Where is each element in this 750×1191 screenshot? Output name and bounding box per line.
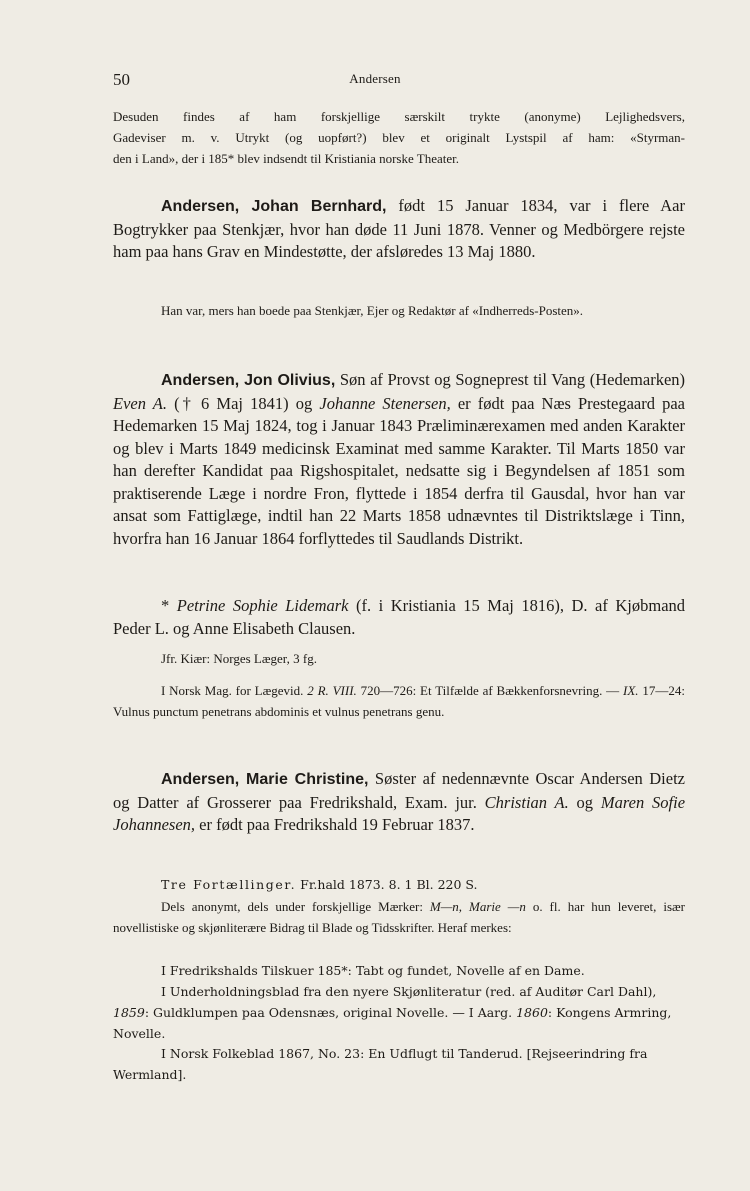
publication-1: I Fredrikshalds Tilskuer 185*: Tabt og fundet, Novelle af en Dame. — [161, 963, 585, 978]
pub-text: 17—24: Vulnus punctum penetrans abdominis et vulnus penetrans genu. — [113, 683, 685, 719]
entry-text: († 6 Maj 1841) og — [167, 393, 320, 413]
mother-name: Johanne Stenersen, — [319, 393, 451, 413]
spouse-text: (f. i Kristiania 15 Maj 1816), D. af Kjøbmand Peder L. og Anne Elisabeth Clausen. — [113, 596, 686, 638]
entry-text: Søn af Provst og Sogneprest til Vang (Hedemarken) — [335, 370, 686, 389]
intro-line-3: den i Land», der i 185* blev indsendt til Kristiania norske Theater. — [113, 151, 459, 166]
reference-note: Jfr. Kiær: Norges Læger, 3 fg. — [161, 651, 317, 666]
running-title: Andersen — [349, 71, 401, 86]
father-name: Even A. — [113, 393, 168, 413]
entry-marie-christine — [113, 768, 685, 837]
work-title: Tre Fortællinger. — [161, 877, 297, 892]
entry-jon-olivius — [113, 369, 685, 550]
publication-3: I Norsk Folkeblad 1867, No. 23: En Udflugt til Tanderud. [Rejseerindring fra Wermland]. — [113, 1046, 648, 1082]
entry-headword: Andersen, Johan Bernhard, — [161, 198, 387, 215]
entry-text: er født paa Fredrikshald 19 Februar 1837. — [195, 815, 475, 834]
entry-text: Søster af nedennævnte Oscar Andersen Dietz og Datter af Grosserer paa Fredrikshald, Exam. jur. — [113, 769, 685, 812]
pub-year: 1860 — [516, 1005, 548, 1020]
note-text: o. fl. har hun leveret, især novellistiske og skjønliterære Bidrag til Blade og Tidsskrifter. Heraf merkes: — [113, 899, 686, 935]
pub-text: : Kongens Armring, Novelle. — [113, 1005, 672, 1041]
pseudonyms: M—n, Marie —n — [429, 899, 526, 914]
page-number: 50 — [113, 70, 130, 89]
entry-headword: Andersen, Marie Christine, — [161, 771, 369, 788]
note-text: Dels anonymt, dels under forskjellige Mærker: — [161, 899, 430, 914]
publication-note — [113, 680, 685, 722]
intro-paragraph — [113, 106, 685, 169]
intro-line-1: Desuden findes af ham forskjellige særskilt trykte (anonyme) Lejlighedsvers, — [113, 109, 685, 124]
entry-johan-bernhard — [113, 195, 685, 264]
entry-headword: Andersen, Jon Olivius, — [161, 372, 336, 389]
father-name: Christian A. — [484, 792, 569, 812]
entry-body: født 15 Januar 1834, var i flere Aar Bogtrykker paa Stenkjær, hvor han døde 11 Juni 1878. Venner og Medbörgere rejste ham paa hans Grav en Mindestøtte, der afsløredes 13 Maj 1880. — [113, 196, 685, 261]
entry-text: og — [568, 792, 601, 812]
work-title-line — [113, 874, 685, 895]
spouse-paragraph — [113, 595, 685, 640]
pub-text: : Guldklumpen paa Odensnæs, original Novelle. — I Aarg. — [144, 1005, 517, 1020]
asterisk-mark: * — [161, 596, 177, 615]
pub-series: 2 R. VIII. — [307, 683, 357, 698]
intro-line-2: Gadeviser m. v. Utrykt (og uopført?) blev et originalt Lystspil af ham: «Styrman- — [113, 130, 685, 145]
pub-year: 1859 — [113, 1005, 145, 1020]
pub-text: I Norsk Mag. for Lægevid. — [161, 683, 308, 698]
works-note — [113, 896, 685, 938]
publication-2 — [113, 981, 685, 1044]
pub-volume: IX. — [623, 683, 639, 698]
entry-note: Han var, mers han boede paa Stenkjær, Ejer og Redaktør af «Indherreds-Posten». — [161, 303, 584, 318]
spouse-name: Petrine Sophie Lidemark — [176, 596, 349, 615]
pub-text: I Underholdningsblad fra den nyere Skjønliteratur (red. af Auditør Carl Dahl), — [161, 984, 657, 999]
work-imprint: Fr.hald 1873. 8. 1 Bl. 220 S. — [296, 877, 478, 892]
pub-text: 720—726: Et Tilfælde af Bækkenforsnevring. — — [356, 683, 624, 698]
entry-text: er født paa Næs Prestegaard paa Hedemarken 15 Maj 1824, tog i Januar 1843 Præliminærexamen med anden Karakter og blev i Marts 1849 medicinsk Examinat med samme Karakter. Til Marts 1850 var han derefter Kandidat paa Rigshospitalet, nedsatte sig i Begyndelsen af 1851 som praktiserende Læge i nordre Fron, flyttede i 1854 derfra til Gausdal, hvor han var ansat som Fattiglæge, indtil han 22 Marts 1858 udnævntes til Distriktslæge i Tinn, hvorfra han 16 Januar 1864 forflyttedes til Saudlands Distrikt. — [113, 393, 685, 548]
mother-name: Maren Sofie Johannesen, — [113, 792, 686, 834]
